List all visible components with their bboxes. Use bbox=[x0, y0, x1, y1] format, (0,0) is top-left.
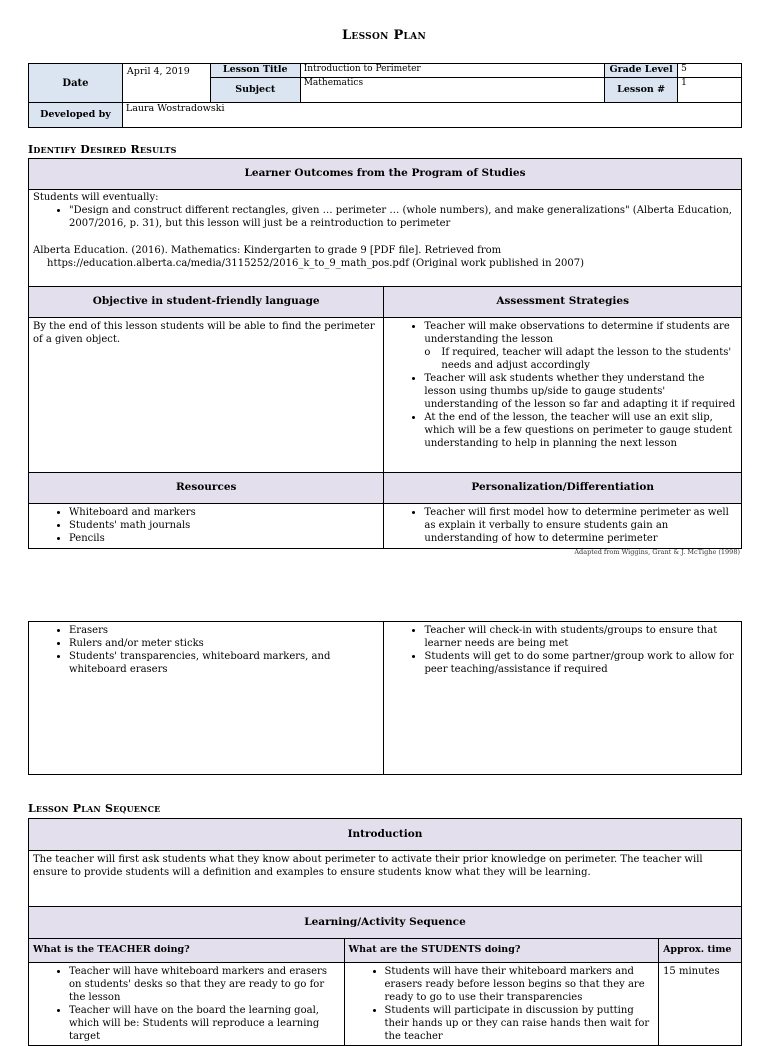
page-title: Lesson Plan bbox=[341, 28, 426, 43]
assessment-sublist bbox=[388, 346, 737, 372]
outcomes-intro: Students will eventually: bbox=[33, 192, 159, 203]
outcomes-header: Learner Outcomes from the Program of Studies bbox=[29, 159, 742, 190]
citation-line-2: https://education.alberta.ca/media/3115252/2016_k_to_9_math_pos.pdf (Original work published in 2007) bbox=[47, 258, 585, 269]
teacher-list bbox=[33, 965, 340, 1043]
developed-by-label: Developed by bbox=[29, 103, 123, 128]
resource-item: • Whiteboard and markers bbox=[69, 506, 379, 519]
assessment-item: • Teacher will ask students whether they understand the lesson using thumbs up/side to gauge students' understanding of the lesson so far and adapting it if required bbox=[424, 372, 737, 411]
objective-header: Objective in student-friendly language bbox=[29, 287, 384, 318]
resources-cont-cell bbox=[29, 622, 384, 775]
activity-header: Learning/Activity Sequence bbox=[29, 907, 742, 939]
lesson-title-label: Lesson Title bbox=[210, 64, 300, 78]
grade-level-label: Grade Level bbox=[605, 64, 678, 78]
date-label: Date bbox=[29, 64, 123, 103]
grade-level-value: 5 bbox=[678, 64, 742, 78]
resource-item: • Pencils bbox=[69, 532, 379, 545]
lesson-sequence-table bbox=[28, 818, 742, 1046]
resources-cont-list bbox=[33, 624, 379, 676]
resource-item: • Erasers bbox=[69, 624, 379, 637]
date-value: April 4, 2019 bbox=[122, 64, 210, 103]
developed-by-value: Laura Wostradowski bbox=[122, 103, 741, 128]
teacher-item: • Teacher will have whiteboard markers and erasers on students' desks so that they are ready to go for the lesson bbox=[69, 965, 340, 1004]
citation-line-1: Alberta Education. (2016). Mathematics: Kindergarten to grade 9 [PDF file]. Retrieved from bbox=[33, 245, 502, 256]
section-title-sequence: Lesson Plan Sequence bbox=[28, 802, 161, 815]
personalization-header: Personalization/Differentiation bbox=[384, 473, 742, 504]
resources-cell bbox=[29, 504, 384, 549]
assessment-item: • Teacher will make observations to determine if students are understanding the lesson bbox=[424, 320, 737, 346]
teacher-item: • Teacher will have on the board the learning goal, which will be: Students will reproduce a learning target bbox=[69, 1004, 340, 1043]
resource-item: • Students' transparencies, whiteboard markers, and whiteboard erasers bbox=[69, 650, 379, 676]
section-title-desired-results: Identify Desired Results bbox=[28, 143, 177, 156]
outcomes-list bbox=[33, 204, 737, 230]
subject-label: Subject bbox=[210, 78, 300, 103]
student-item: • Students will have their whiteboard markers and erasers ready before lesson begins so that they are ready to go to use their transparencies bbox=[385, 965, 655, 1004]
personalization-item: • Teacher will first model how to determine perimeter as well as explain it verbally to ensure students gain an understanding of how to determine perimeter bbox=[424, 506, 737, 545]
students-list bbox=[349, 965, 655, 1043]
teacher-column-header: What is the TEACHER doing? bbox=[29, 939, 345, 963]
personalization-item: • Teacher will check-in with students/groups to ensure that learner needs are being met bbox=[424, 624, 737, 650]
students-cell bbox=[344, 963, 659, 1046]
introduction-header: Introduction bbox=[29, 819, 742, 851]
subject-value: Mathematics bbox=[300, 78, 604, 103]
objective-cell: By the end of this lesson students will be able to find the perimeter of a given object. bbox=[29, 318, 384, 473]
outcomes-bullet: • "Design and construct different rectangles, given … perimeter … (whole numbers), and make generalizations" (Alberta Education, 2007/2016, p. 31), but this lesson will just be a reintroduction to perimeter bbox=[69, 204, 737, 230]
resources-header: Resources bbox=[29, 473, 384, 504]
time-column-header: Approx. time bbox=[659, 939, 742, 963]
adapted-note: Adapted from Wiggins, Grant & J. McTighe (1998) bbox=[574, 548, 740, 556]
lesson-number-label: Lesson # bbox=[605, 78, 678, 103]
resources-list bbox=[33, 506, 379, 545]
personalization-list bbox=[388, 506, 737, 545]
assessment-list-cont bbox=[388, 372, 737, 450]
personalization-cell bbox=[384, 504, 742, 549]
time-cell: 15 minutes bbox=[659, 963, 742, 1046]
assessment-subitem: o If required, teacher will adapt the lesson to the students' needs and adjust accordingly bbox=[441, 346, 737, 372]
lesson-number-value: 1 bbox=[678, 78, 742, 103]
personalization-item: • Students will get to do some partner/group work to allow for peer teaching/assistance if required bbox=[424, 650, 737, 676]
assessment-cell bbox=[384, 318, 742, 473]
students-column-header: What are the STUDENTS doing? bbox=[344, 939, 659, 963]
lesson-title-value: Introduction to Perimeter bbox=[300, 64, 604, 78]
teacher-cell bbox=[29, 963, 345, 1046]
introduction-cell: The teacher will first ask students what they know about perimeter to activate their prior knowledge on perimeter. The teacher will ensure to provide students will a definition and examples to ensure students know what they will be learning. bbox=[29, 851, 742, 907]
personalization-cont-cell bbox=[384, 622, 742, 775]
lesson-info-table bbox=[28, 63, 742, 128]
assessment-list bbox=[388, 320, 737, 346]
personalization-cont-list bbox=[388, 624, 737, 676]
outcomes-cell bbox=[29, 190, 742, 287]
assessment-item: • At the end of the lesson, the teacher will use an exit slip, which will be a few questions on perimeter to gauge student understanding to help in planning the next lesson bbox=[424, 411, 737, 450]
resource-item: • Rulers and/or meter sticks bbox=[69, 637, 379, 650]
resources-continuation-table bbox=[28, 621, 742, 775]
desired-results-table bbox=[28, 158, 742, 549]
student-item: • Students will participate in discussion by putting their hands up or they can raise hands then wait for the teacher bbox=[385, 1004, 655, 1043]
resource-item: • Students' math journals bbox=[69, 519, 379, 532]
assessment-header: Assessment Strategies bbox=[384, 287, 742, 318]
